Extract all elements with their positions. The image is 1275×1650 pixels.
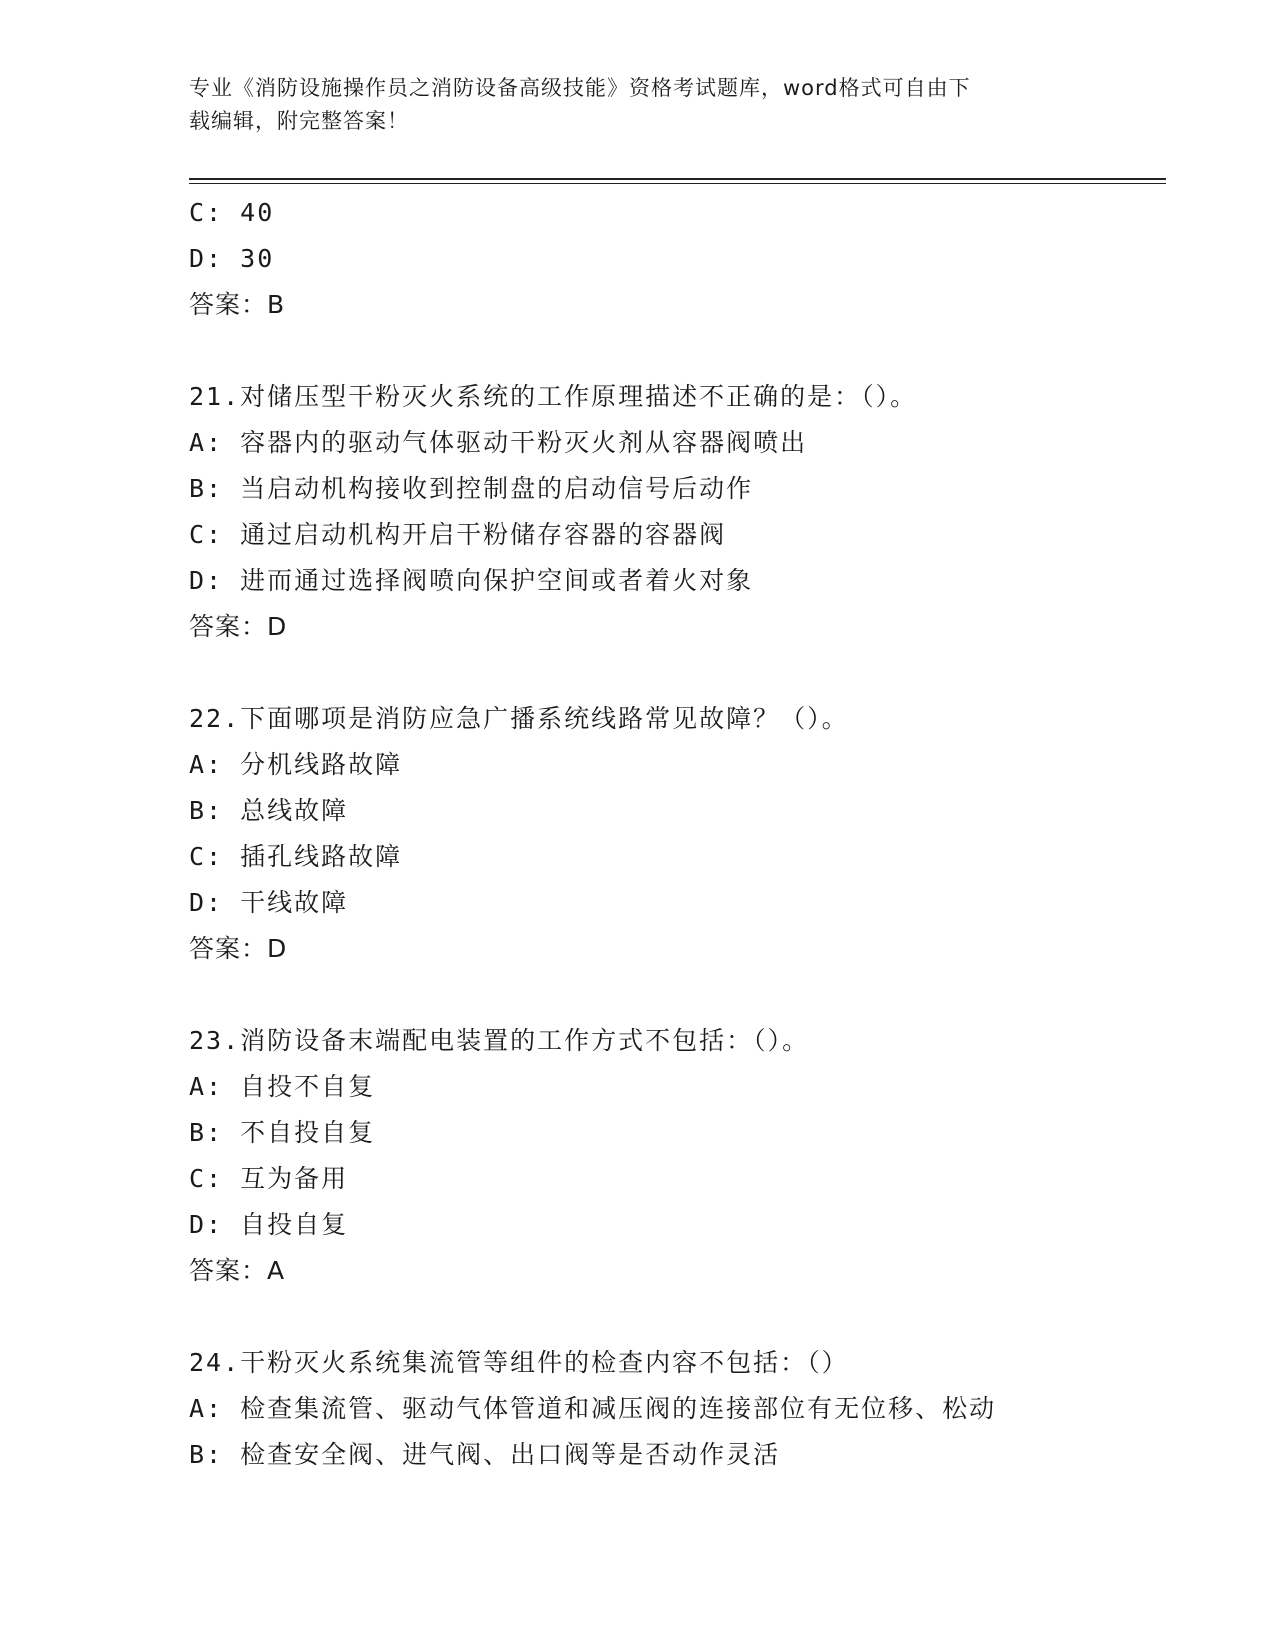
question-stem: 23.消防设备末端配电装置的工作方式不包括：（）。 xyxy=(189,1026,810,1055)
option-d: D: 进而通过选择阀喷向保护空间或者着火对象 xyxy=(189,566,754,595)
header-line-1: 专业《消防设施操作员之消防设备高级技能》资格考试题库，word格式可自由下 xyxy=(189,76,971,100)
header-rule-thick xyxy=(189,178,1166,180)
question-stem: 24.干粉灭火系统集流管等组件的检查内容不包括：（） xyxy=(189,1348,849,1377)
option-a: A: 自投不自复 xyxy=(189,1072,376,1101)
question-spacer xyxy=(189,328,1169,374)
option-d: D: 30 xyxy=(189,244,275,273)
answer-line: 答案：B xyxy=(189,290,286,319)
question-23 xyxy=(189,1018,1169,1294)
option-a: A: 容器内的驱动气体驱动干粉灭火剂从容器阀喷出 xyxy=(189,428,808,457)
option-c: C: 40 xyxy=(189,198,275,227)
option-c: C: 插孔线路故障 xyxy=(189,842,403,871)
question-spacer xyxy=(189,650,1169,696)
option-c: C: 通过启动机构开启干粉储存容器的容器阀 xyxy=(189,520,727,549)
header-rule-thin xyxy=(189,183,1166,184)
answer-line: 答案：D xyxy=(189,612,288,641)
option-c: C: 互为备用 xyxy=(189,1164,349,1193)
header-line-2: 载编辑，附完整答案！ xyxy=(189,109,409,133)
option-b: B: 检查安全阀、进气阀、出口阀等是否动作灵活 xyxy=(189,1440,781,1469)
option-d: D: 自投自复 xyxy=(189,1210,349,1239)
option-a: A: 分机线路故障 xyxy=(189,750,403,779)
option-b: B: 当启动机构接收到控制盘的启动信号后动作 xyxy=(189,474,754,503)
question-content xyxy=(189,190,1169,1478)
question-22 xyxy=(189,696,1169,972)
option-b: B: 总线故障 xyxy=(189,796,349,825)
question-spacer xyxy=(189,1294,1169,1340)
option-d: D: 干线故障 xyxy=(189,888,349,917)
option-b: B: 不自投自复 xyxy=(189,1118,376,1147)
option-a: A: 检查集流管、驱动气体管道和减压阀的连接部位有无位移、松动 xyxy=(189,1394,997,1423)
question-21 xyxy=(189,374,1169,650)
question-spacer xyxy=(189,972,1169,1018)
question-stem: 21.对储压型干粉灭火系统的工作原理描述不正确的是：（）。 xyxy=(189,382,918,411)
carryover-question xyxy=(189,190,1169,328)
answer-line: 答案：D xyxy=(189,934,288,963)
question-24 xyxy=(189,1340,1169,1478)
question-stem: 22.下面哪项是消防应急广播系统线路常见故障？（）。 xyxy=(189,704,849,733)
answer-line: 答案：A xyxy=(189,1256,286,1285)
page-header xyxy=(189,72,1089,138)
